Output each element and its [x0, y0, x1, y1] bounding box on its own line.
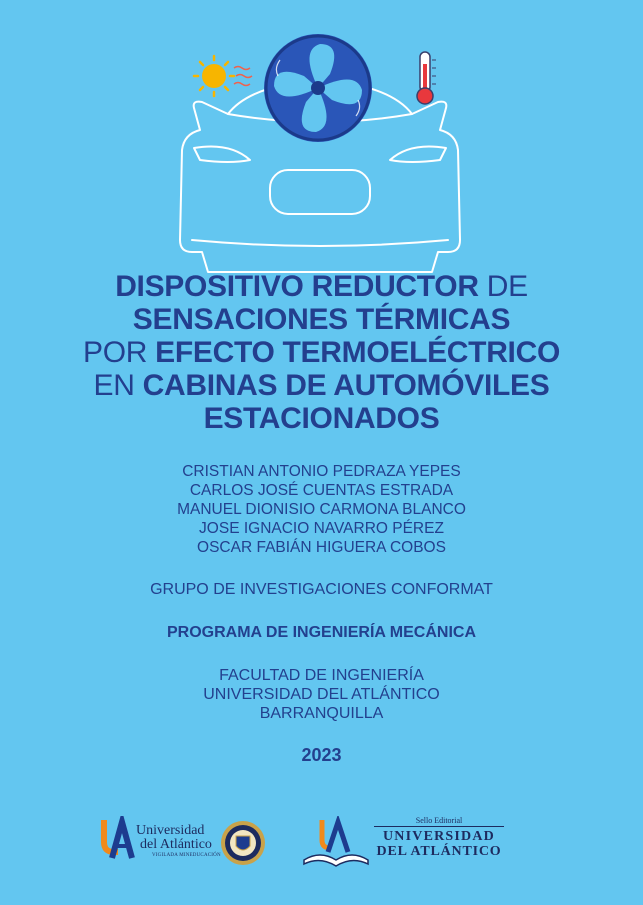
- academic-program: PROGRAMA DE INGENIERÍA MECÁNICA: [166, 624, 477, 641]
- title-line-4: [0, 369, 643, 402]
- university-wordmark: [136, 824, 221, 859]
- title-line-5: [0, 402, 643, 435]
- title-bold-text: DISPOSITIVO REDUCTOR: [115, 270, 479, 303]
- city-name: BARRANQUILLA: [259, 705, 384, 722]
- university-seal-icon: [220, 820, 266, 866]
- author-name: OSCAR FABIÁN HIGUERA COBOS: [197, 539, 446, 556]
- thermometer-icon: [417, 52, 436, 104]
- ua-wordmark-line3: VIGILADA MINEDUCACIÓN: [152, 853, 221, 858]
- title-line-1: [0, 270, 643, 303]
- sello-line2: UNIVERSIDAD: [374, 826, 504, 844]
- author-name: CARLOS JOSÉ CUENTAS ESTRADA: [189, 482, 454, 499]
- title-line-3: [0, 336, 643, 369]
- author-name: CRISTIAN ANTONIO PEDRAZA YEPES: [182, 463, 461, 480]
- book-title: [0, 270, 643, 435]
- faculty-name: FACULTAD DE INGENIERÍA: [219, 667, 424, 684]
- logos-footer: [0, 810, 643, 870]
- university-logo-icon: [100, 816, 136, 860]
- title-normal-text: DE: [486, 270, 528, 303]
- ua-wordmark-line2: del Atlántico: [140, 837, 212, 852]
- sello-line1: Sello Editorial: [415, 816, 463, 825]
- research-group: GRUPO DE INVESTIGACIONES CONFORMAT: [150, 581, 493, 598]
- sello-line3: DEL ATLÁNTICO: [376, 844, 502, 859]
- title-bold-text: CABINAS DE AUTOMÓVILES: [142, 369, 550, 402]
- author-name: MANUEL DIONISIO CARMONA BLANCO: [177, 501, 466, 518]
- title-bold-text: SENSACIONES TÉRMICAS: [132, 303, 511, 336]
- ua-wordmark-line1: Universidad: [136, 823, 205, 838]
- sello-editorial-wordmark: [374, 816, 504, 859]
- title-line-2: [0, 303, 643, 336]
- publication-year: 2023: [301, 745, 342, 765]
- title-bold-text: EFECTO TERMOELÉCTRICO: [155, 336, 560, 369]
- open-book-icon: [300, 816, 372, 868]
- title-bold-text: ESTACIONADOS: [203, 402, 440, 435]
- author-list: [0, 462, 643, 557]
- sun-icon: [194, 56, 252, 96]
- title-normal-text: EN: [93, 369, 135, 402]
- author-name: JOSE IGNACIO NAVARRO PÉREZ: [199, 520, 444, 537]
- car-illustration: [170, 30, 470, 280]
- university-name: UNIVERSIDAD DEL ATLÁNTICO: [203, 686, 440, 703]
- title-normal-text: POR: [83, 336, 148, 369]
- fan-icon: [264, 34, 372, 142]
